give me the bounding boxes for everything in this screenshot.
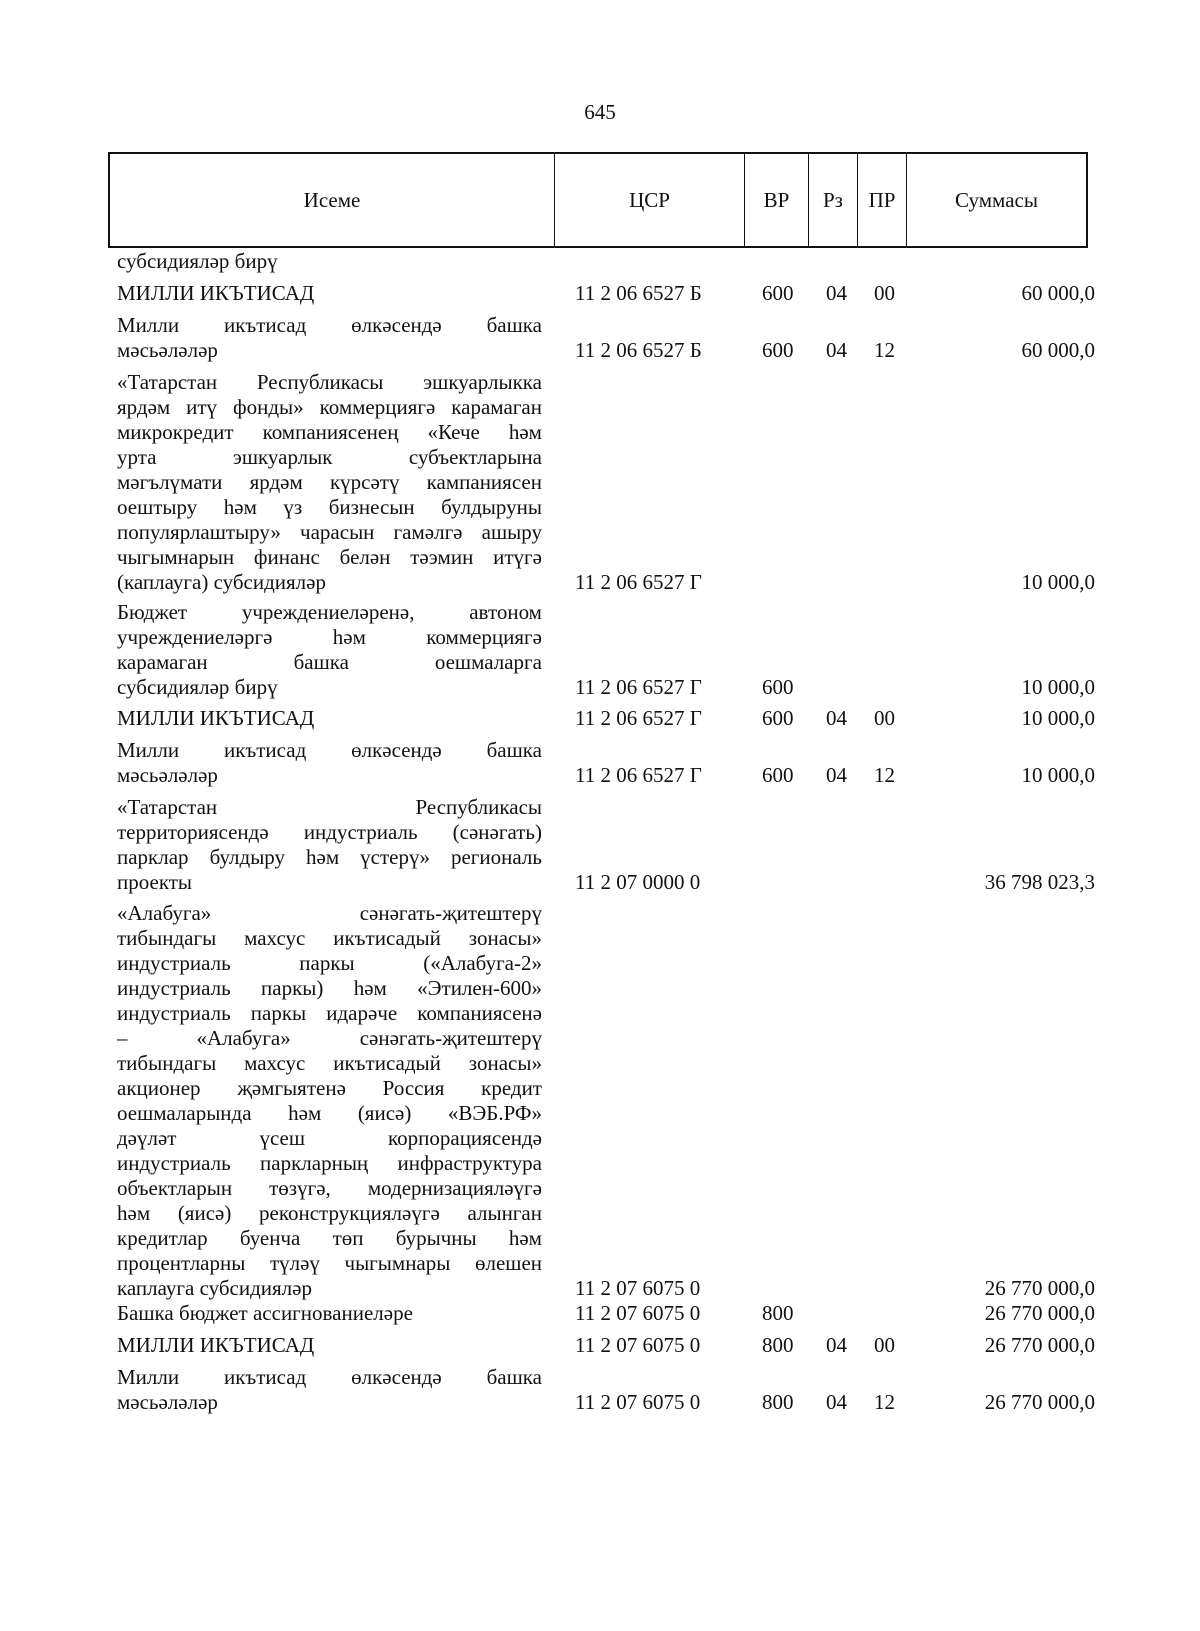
row-name-word: чыгымнарын	[117, 545, 235, 569]
row-name-word: фонды»	[233, 395, 304, 419]
table-row	[0, 1365, 1200, 1415]
row-vr: 800	[762, 1390, 794, 1414]
row-name-word: территориясендә	[117, 820, 269, 844]
row-csr: 11 2 06 6527 Б	[575, 281, 702, 305]
row-name-word: үз	[283, 495, 303, 519]
row-name-word: «Алабуга»	[196, 1026, 291, 1050]
row-name-word: ашыру	[481, 520, 542, 544]
row-name	[117, 1365, 542, 1415]
header-rz: Рз	[809, 154, 858, 246]
row-name-word: паркы	[299, 951, 355, 975]
row-name-word: Бюджет	[117, 600, 188, 624]
table-row	[0, 249, 1200, 274]
row-name-line: МИЛЛИ ИКЪТИСАД	[117, 1333, 315, 1357]
row-name-word: итү	[186, 395, 218, 419]
table-row	[0, 1333, 1200, 1358]
row-name-word: инфраструктура	[397, 1151, 542, 1175]
row-csr: 11 2 06 6527 Г	[575, 763, 702, 787]
row-name-word: паркы	[250, 1001, 307, 1025]
row-name-word: буенча	[239, 1226, 301, 1250]
row-name-word: Милли	[117, 313, 180, 337]
row-name	[117, 281, 542, 306]
row-name-word: булдыруны	[441, 495, 542, 519]
row-name-word: күрсәтү	[329, 470, 400, 494]
row-name	[117, 901, 542, 1301]
row-name-word: индустриаль	[117, 1151, 231, 1175]
row-csr: 11 2 06 6527 Г	[575, 570, 702, 594]
row-csr: 11 2 07 6075 0	[575, 1333, 701, 1357]
row-name-word: «Этилен-600»	[417, 976, 542, 1000]
row-name-line	[117, 1126, 542, 1151]
row-name-word: һәм	[306, 845, 340, 869]
row-name-line: мәсьәләләр	[117, 1390, 218, 1414]
row-name-word: парклар	[117, 845, 189, 869]
header-vr: ВР	[745, 154, 809, 246]
page-number: 645	[584, 100, 616, 124]
row-name-word: модернизацияләүгә	[367, 1176, 542, 1200]
row-name	[117, 1333, 542, 1358]
row-name-line	[117, 1151, 542, 1176]
row-name-word: микрокредит	[117, 420, 234, 444]
row-name-word: региональ	[450, 845, 542, 869]
row-name-line	[117, 370, 542, 395]
row-name-word: учреждениеләргә	[117, 625, 273, 649]
row-name-word: бизнесын	[328, 495, 415, 519]
table-row	[0, 600, 1200, 700]
row-name-word: кампаниясен	[426, 470, 542, 494]
row-name-word: карамаган	[117, 650, 208, 674]
row-name-line	[117, 420, 542, 445]
row-name-line	[117, 1026, 542, 1051]
row-name-line	[117, 820, 542, 845]
row-name-line: мәсьәләләр	[117, 763, 218, 787]
row-name-word: оешмаларында	[117, 1101, 252, 1125]
row-name-word: өлешен	[474, 1251, 542, 1275]
row-name-line	[117, 650, 542, 675]
row-name-word: кредитлар	[117, 1226, 208, 1250]
row-name-word: башка	[486, 1365, 542, 1389]
row-name-word: коммерциягә	[319, 395, 436, 419]
row-name-word: махсус	[244, 926, 306, 950]
row-name-word: һәм	[288, 1101, 322, 1125]
row-name	[117, 249, 542, 274]
row-pr: 00	[874, 1333, 895, 1357]
row-name-word: индустриаль	[117, 1001, 231, 1025]
row-vr: 600	[762, 675, 794, 699]
row-name-word: «ВЭБ.РФ»	[447, 1101, 542, 1125]
row-name-line	[117, 495, 542, 520]
row-sum: 26 770 000,0	[984, 1333, 1095, 1357]
row-name-word: Россия	[382, 1076, 445, 1100]
row-vr: 600	[762, 763, 794, 787]
row-pr: 12	[874, 338, 895, 362]
row-name-line	[117, 1226, 542, 1251]
row-name-word: һәм	[353, 976, 387, 1000]
row-name-word: («Алабуга-2»	[423, 951, 542, 975]
row-name-word: индустриаль	[303, 820, 418, 844]
row-name-line: субсидияләр бирү	[117, 675, 278, 699]
row-sum: 10 000,0	[1021, 763, 1095, 787]
row-name-word: башка	[486, 738, 542, 762]
row-name-word: һәм	[223, 495, 257, 519]
row-name-word: бурычны	[395, 1226, 477, 1250]
row-name-word: булдыру	[209, 845, 286, 869]
row-name-line	[117, 313, 542, 338]
row-name-word: компаниясенең	[262, 420, 399, 444]
row-name-word: үстерү»	[360, 845, 430, 869]
row-name-word: өлкәсендә	[351, 313, 442, 337]
row-name-line: мәсьәләләр	[117, 338, 218, 362]
row-name-line: МИЛЛИ ИКЪТИСАД	[117, 706, 315, 730]
row-name-word: башка	[293, 650, 349, 674]
row-name-word: (сәнәгать)	[452, 820, 542, 844]
table-row	[0, 281, 1200, 306]
row-name-word: җәмгыятенә	[237, 1076, 346, 1100]
row-sum: 26 770 000,0	[984, 1390, 1095, 1414]
row-name-line	[117, 845, 542, 870]
row-pr: 12	[874, 763, 895, 787]
row-pr: 00	[874, 706, 895, 730]
row-name-word: итүгә	[493, 545, 542, 569]
row-name-line: Башка бюджет ассигнованиеләре	[117, 1301, 413, 1325]
row-name-line	[117, 600, 542, 625]
row-name-word: «Алабуга»	[117, 901, 212, 925]
table-row	[0, 313, 1200, 363]
row-name-line	[117, 1365, 542, 1390]
row-name-word: тибындагы	[117, 926, 217, 950]
row-name-word: һәм	[508, 420, 542, 444]
row-name-word: индустриаль	[117, 976, 231, 1000]
row-name-line	[117, 1101, 542, 1126]
row-name-word: «Татарстан	[117, 370, 218, 394]
row-rz: 04	[826, 1333, 847, 1357]
row-sum: 26 770 000,0	[984, 1301, 1095, 1325]
row-name-word: оешмаларга	[434, 650, 542, 674]
row-name-line	[117, 395, 542, 420]
row-name-word: эшкуарлык	[232, 445, 333, 469]
row-name-word: өлкәсендә	[351, 1365, 442, 1389]
row-name-word: үсеш	[259, 1126, 306, 1150]
row-csr: 11 2 06 6527 Г	[575, 706, 702, 730]
row-vr: 800	[762, 1301, 794, 1325]
row-name-line	[117, 625, 542, 650]
row-name-word: оештыру	[117, 495, 198, 519]
row-name	[117, 706, 542, 731]
row-name-word: Республикасы	[415, 795, 542, 819]
row-sum: 10 000,0	[1021, 706, 1095, 730]
row-rz: 04	[826, 338, 847, 362]
row-name-word: зонасы»	[468, 926, 542, 950]
row-name-word: икътисад	[223, 738, 307, 762]
row-name-word: дәүләт	[117, 1126, 177, 1150]
row-name-line	[117, 545, 542, 570]
row-name-word: «Татарстан	[117, 795, 218, 819]
row-name-line	[117, 1051, 542, 1076]
row-name-word: тибындагы	[117, 1051, 217, 1075]
row-name-word: Милли	[117, 738, 180, 762]
row-name-word: паркы)	[261, 976, 324, 1000]
row-name-word: төзүгә,	[269, 1176, 331, 1200]
row-rz: 04	[826, 706, 847, 730]
row-name-word: популярлаштыру»	[117, 520, 281, 544]
row-name-line	[117, 1251, 542, 1276]
row-rz: 04	[826, 763, 847, 787]
row-csr: 11 2 07 6075 0	[575, 1301, 701, 1325]
row-name-line	[117, 470, 542, 495]
row-name-word: Милли	[117, 1365, 180, 1389]
row-sum: 26 770 000,0	[984, 1276, 1095, 1300]
row-rz: 04	[826, 1390, 847, 1414]
row-name	[117, 600, 542, 700]
row-name-line: субсидияләр бирү	[117, 249, 278, 273]
table-row	[0, 901, 1200, 1301]
table-row	[0, 738, 1200, 788]
row-name-word: финанс	[253, 545, 320, 569]
row-name-line	[117, 1076, 542, 1101]
row-name-word: корпорациясендә	[388, 1126, 542, 1150]
row-name-word: –	[117, 1026, 128, 1050]
row-vr: 600	[762, 338, 794, 362]
row-name-word: икътисадый	[333, 1051, 441, 1075]
row-name	[117, 1301, 542, 1326]
row-name-word: икътисад	[223, 1365, 307, 1389]
row-name-word: һәм	[117, 1201, 151, 1225]
row-name-line	[117, 1001, 542, 1026]
row-name-word: икътисадый	[333, 926, 441, 950]
row-name-word: объектларын	[117, 1176, 233, 1200]
table-header	[108, 152, 1088, 248]
row-pr: 00	[874, 281, 895, 305]
row-vr: 800	[762, 1333, 794, 1357]
header-csr: ЦСР	[555, 154, 745, 246]
row-csr: 11 2 07 0000 0	[575, 870, 701, 894]
row-sum: 36 798 023,3	[984, 870, 1095, 894]
row-name-line	[117, 445, 542, 470]
header-sum: Суммасы	[955, 187, 1038, 212]
table-row	[0, 370, 1200, 595]
row-name-word: төп	[332, 1226, 364, 1250]
row-name-line: каплауга субсидияләр	[117, 1276, 312, 1300]
row-csr: 11 2 06 6527 Б	[575, 338, 702, 362]
row-sum: 60 000,0	[1021, 338, 1095, 362]
row-name-line: МИЛЛИ ИКЪТИСАД	[117, 281, 315, 305]
row-name-word: сәнәгать-җитештерү	[359, 901, 542, 925]
row-name-word: һәм	[332, 625, 366, 649]
row-name	[117, 370, 542, 595]
row-sum: 10 000,0	[1021, 570, 1095, 594]
row-name-word: чарасын	[300, 520, 375, 544]
table-row	[0, 1301, 1200, 1326]
row-name-line: проекты	[117, 870, 193, 894]
row-name	[117, 795, 542, 895]
row-name-word: учреждениеләренә,	[241, 600, 415, 624]
row-name-line: (каплауга) субсидияләр	[117, 570, 326, 594]
table-row	[0, 795, 1200, 895]
row-name-word: процентларны	[117, 1251, 246, 1275]
row-name-word: алынган	[467, 1201, 542, 1225]
row-name-word: карамаган	[451, 395, 542, 419]
row-name-word: һәм	[508, 1226, 542, 1250]
row-csr: 11 2 07 6075 0	[575, 1390, 701, 1414]
row-name-word: зонасы»	[468, 1051, 542, 1075]
row-name-word: гамәлгә	[393, 520, 463, 544]
header-name: Исеме	[110, 154, 555, 246]
row-name-word: чыгымнары	[344, 1251, 451, 1275]
row-name-word: компаниясенә	[417, 1001, 542, 1025]
row-name-word: тәэмин	[410, 545, 474, 569]
row-name-word: махсус	[244, 1051, 306, 1075]
row-name-word: кредит	[481, 1076, 542, 1100]
header-pr: ПР	[858, 154, 907, 246]
row-name-line	[117, 976, 542, 1001]
row-name-word: индустриаль	[117, 951, 231, 975]
row-name-word: мәгълүмати	[117, 470, 223, 494]
row-name-word: (яисә)	[177, 1201, 232, 1225]
row-name	[117, 738, 542, 788]
row-name-word: «Кече	[427, 420, 480, 444]
row-sum: 10 000,0	[1021, 675, 1095, 699]
row-name-word: эшкуарлыкка	[423, 370, 542, 394]
row-csr: 11 2 07 6075 0	[575, 1276, 701, 1300]
row-name-word: сәнәгать-җитештерү	[359, 1026, 542, 1050]
row-name-word: автоном	[469, 600, 542, 624]
row-name-word: түләү	[269, 1251, 320, 1275]
row-name-word: икътисад	[223, 313, 307, 337]
row-name-word: Республикасы	[256, 370, 384, 394]
row-name-word: паркларның	[260, 1151, 369, 1175]
row-rz: 04	[826, 281, 847, 305]
row-name-word: өлкәсендә	[351, 738, 442, 762]
row-pr: 12	[874, 1390, 895, 1414]
row-name-word: реконструкцияләүгә	[259, 1201, 440, 1225]
row-sum: 60 000,0	[1021, 281, 1095, 305]
table-row	[0, 706, 1200, 731]
row-vr: 600	[762, 706, 794, 730]
row-name-line	[117, 1176, 542, 1201]
row-name-word: идарәче	[326, 1001, 398, 1025]
row-name-word: урта	[117, 445, 157, 469]
row-name-word: коммерциягә	[426, 625, 542, 649]
row-name-line	[117, 901, 542, 926]
row-name-line	[117, 738, 542, 763]
row-name-word: ярдәм	[249, 470, 303, 494]
row-name-line	[117, 795, 542, 820]
row-name-word: ярдәм	[117, 395, 171, 419]
row-vr: 600	[762, 281, 794, 305]
row-name-word: башка	[486, 313, 542, 337]
row-name-line	[117, 926, 542, 951]
row-csr: 11 2 06 6527 Г	[575, 675, 702, 699]
row-name-line	[117, 1201, 542, 1226]
row-name-word: (яисә)	[357, 1101, 412, 1125]
row-name	[117, 313, 542, 363]
row-name-word: субъектларына	[408, 445, 542, 469]
row-name-word: акционер	[117, 1076, 201, 1100]
row-name-line	[117, 951, 542, 976]
row-name-line	[117, 520, 542, 545]
row-name-word: белән	[339, 545, 391, 569]
